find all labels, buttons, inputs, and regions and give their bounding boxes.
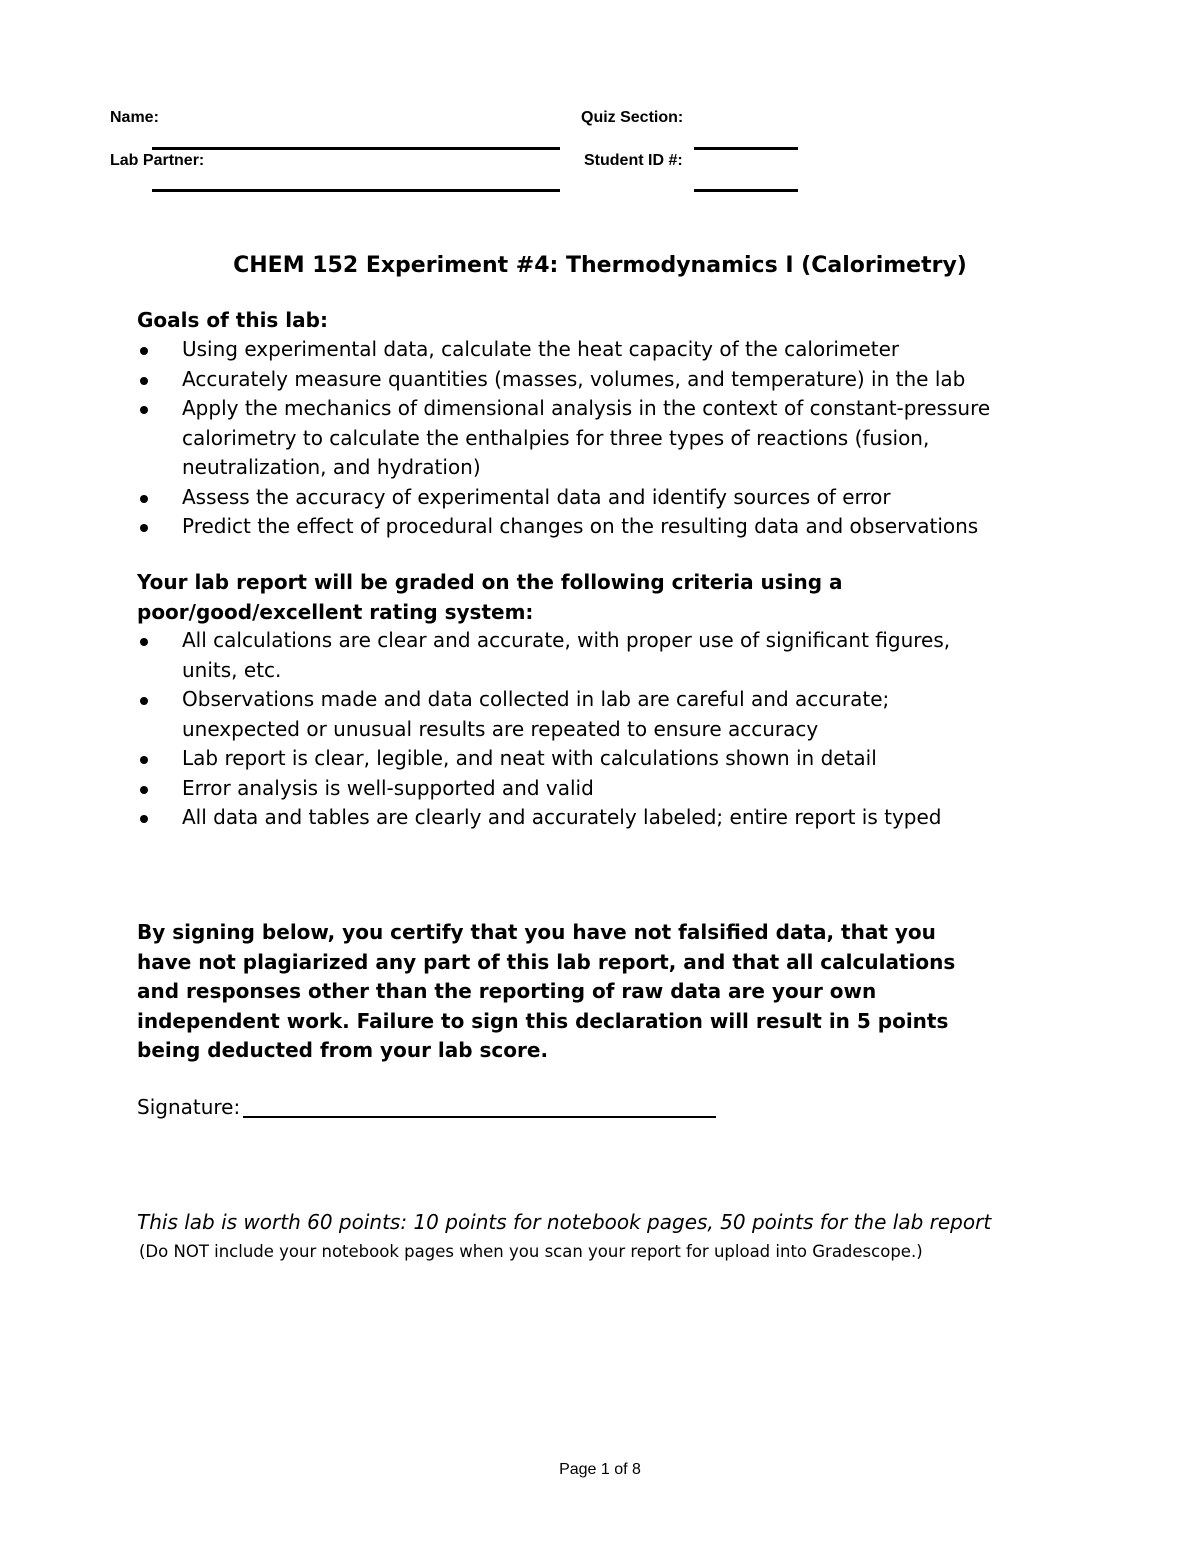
bullet-icon xyxy=(140,495,148,503)
upload-note: (Do NOT include your notebook pages when you scan your report for upload into Gradescope.) xyxy=(139,1242,923,1261)
list-item: Observations made and data collected in lab are careful and accurate; unexpected or unusual results are repeated to ensure accuracy xyxy=(137,685,1007,744)
goals-list xyxy=(137,335,1007,542)
lab-partner-field-line[interactable] xyxy=(152,189,560,192)
list-item: Apply the mechanics of dimensional analysis in the context of constant-pressure calorimetry to calculate the enthalpies for three types of reactions (fusion, neutralization, and hydration) xyxy=(137,394,1007,483)
bullet-icon xyxy=(140,638,148,646)
criteria-list xyxy=(137,626,1007,833)
bullet-icon xyxy=(140,697,148,705)
points-note: This lab is worth 60 points: 10 points for notebook pages, 50 points for the lab report xyxy=(137,1210,992,1234)
signature-label: Signature: xyxy=(137,1095,241,1119)
student-id-label: Student ID #: xyxy=(584,152,683,169)
bullet-icon xyxy=(140,524,148,532)
list-item: All calculations are clear and accurate, with proper use of significant figures, units, etc. xyxy=(137,626,1007,685)
bullet-icon xyxy=(140,815,148,823)
bullet-icon xyxy=(140,406,148,414)
list-item: All data and tables are clearly and accurately labeled; entire report is typed xyxy=(137,803,1007,833)
list-item: Predict the effect of procedural changes on the resulting data and observations xyxy=(137,512,1007,542)
student-id-field-line[interactable] xyxy=(694,189,798,192)
document-title: CHEM 152 Experiment #4: Thermodynamics I (Calorimetry) xyxy=(233,253,967,278)
list-item: Using experimental data, calculate the heat capacity of the calorimeter xyxy=(137,335,1007,365)
quiz-section-label: Quiz Section: xyxy=(581,109,684,126)
list-item: Error analysis is well-supported and valid xyxy=(137,774,1007,804)
list-item: Assess the accuracy of experimental data and identify sources of error xyxy=(137,483,1007,513)
criteria-heading: Your lab report will be graded on the following criteria using a poor/good/excellent rating system: xyxy=(137,570,843,624)
name-field-line[interactable] xyxy=(152,147,560,150)
name-label: Name: xyxy=(110,109,159,126)
signature-field-line[interactable] xyxy=(243,1116,716,1118)
lab-partner-label: Lab Partner: xyxy=(110,152,205,169)
bullet-icon xyxy=(140,347,148,355)
goals-heading: Goals of this lab: xyxy=(137,308,328,332)
declaration-text: By signing below, you certify that you have not falsified data, that you have not plagiarized any part of this lab report, and that all calculations and responses other than the reporting of raw data are your own independent work. Failure to sign this declaration will result in 5 points being deducted from your lab score. xyxy=(137,920,956,1062)
bullet-icon xyxy=(140,756,148,764)
page-number: Page 1 of 8 xyxy=(559,1461,641,1478)
bullet-icon xyxy=(140,786,148,794)
list-item: Lab report is clear, legible, and neat with calculations shown in detail xyxy=(137,744,1007,774)
list-item: Accurately measure quantities (masses, volumes, and temperature) in the lab xyxy=(137,365,1007,395)
quiz-section-field-line[interactable] xyxy=(694,147,798,150)
bullet-icon xyxy=(140,377,148,385)
